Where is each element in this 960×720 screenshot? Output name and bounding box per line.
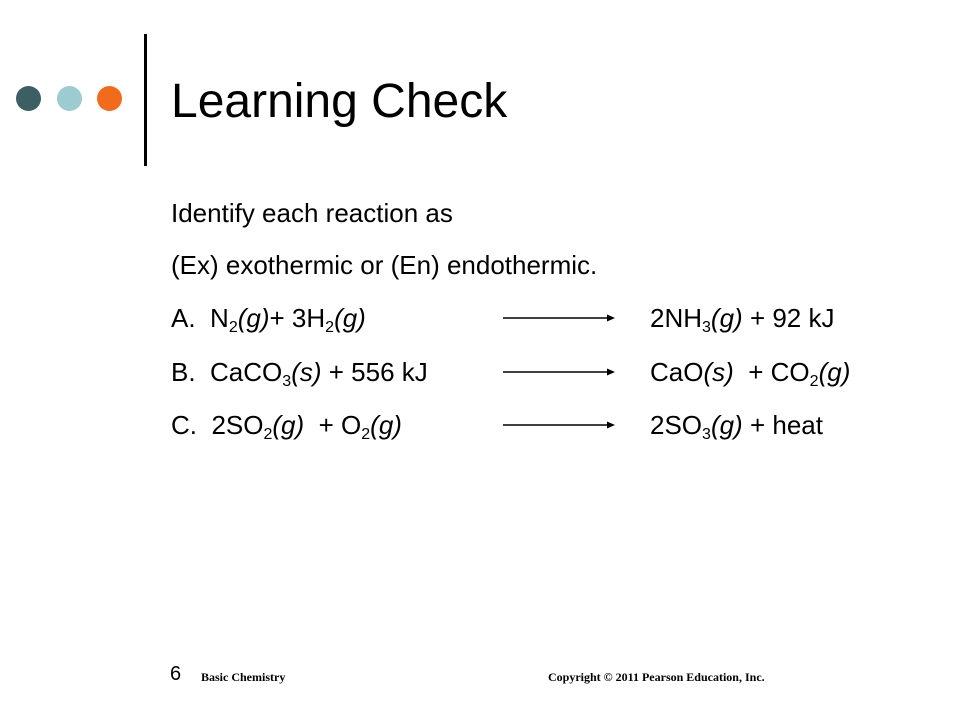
subscript: 3 — [702, 319, 711, 336]
slide-title: Learning Check — [171, 75, 508, 128]
reaction-arrow-icon — [503, 366, 615, 378]
reaction-label: A. — [171, 303, 196, 333]
state: (g) — [818, 357, 851, 387]
state: (g) — [370, 410, 402, 440]
reaction-c-products — [650, 409, 823, 441]
reaction-a — [0, 302, 960, 334]
formula: N — [210, 303, 229, 333]
formula: 2SO — [650, 410, 703, 440]
decorative-dot-light-blue — [57, 86, 82, 111]
state: (g) — [710, 303, 743, 333]
formula: + CO — [748, 357, 810, 387]
energy-term: + 92 kJ — [749, 303, 835, 333]
instruction-line-1: Identify each reaction as — [171, 198, 453, 228]
formula: 2SO — [211, 410, 264, 440]
reaction-arrow-icon — [503, 419, 615, 431]
state: (s) — [291, 357, 322, 387]
formula: CaCO — [210, 357, 283, 387]
reaction-a-products — [650, 302, 835, 334]
subscript: 2 — [325, 319, 335, 336]
reaction-arrow-icon — [503, 312, 615, 324]
reaction-label: B. — [171, 357, 196, 387]
decorative-dot-orange — [97, 86, 122, 111]
state: (g) — [237, 303, 270, 333]
subscript: 3 — [702, 426, 711, 443]
formula: + O — [318, 410, 362, 440]
reaction-b — [0, 356, 960, 388]
energy-term: + 556 kJ — [328, 357, 428, 387]
formula: CaO — [650, 357, 704, 387]
reaction-c — [0, 409, 960, 441]
formula: 2NH — [650, 303, 703, 333]
instruction-line-2: (Ex) exothermic or (En) endothermic. — [171, 250, 598, 280]
formula: + 3H — [269, 303, 326, 333]
title-divider — [144, 34, 147, 166]
state: (g) — [272, 410, 305, 440]
reaction-c-reactants — [171, 409, 402, 441]
energy-term: + heat — [749, 410, 823, 440]
subscript: 2 — [228, 319, 238, 336]
footer-copyright: Copyright © 2011 Pearson Education, Inc. — [548, 670, 765, 684]
decorative-dot-teal — [16, 86, 41, 111]
subscript: 2 — [263, 426, 273, 443]
state: (s) — [703, 357, 734, 387]
reaction-a-reactants — [171, 302, 366, 334]
subscript: 2 — [361, 426, 371, 443]
state: (g) — [334, 303, 366, 333]
reaction-label: C. — [171, 410, 197, 440]
reaction-b-reactants — [171, 356, 428, 388]
state: (g) — [710, 410, 743, 440]
slide-number: 6 — [170, 663, 182, 685]
subscript: 2 — [809, 373, 819, 390]
subscript: 3 — [282, 373, 292, 390]
footer-course-title: Basic Chemistry — [201, 670, 286, 684]
reaction-b-products — [650, 356, 850, 388]
